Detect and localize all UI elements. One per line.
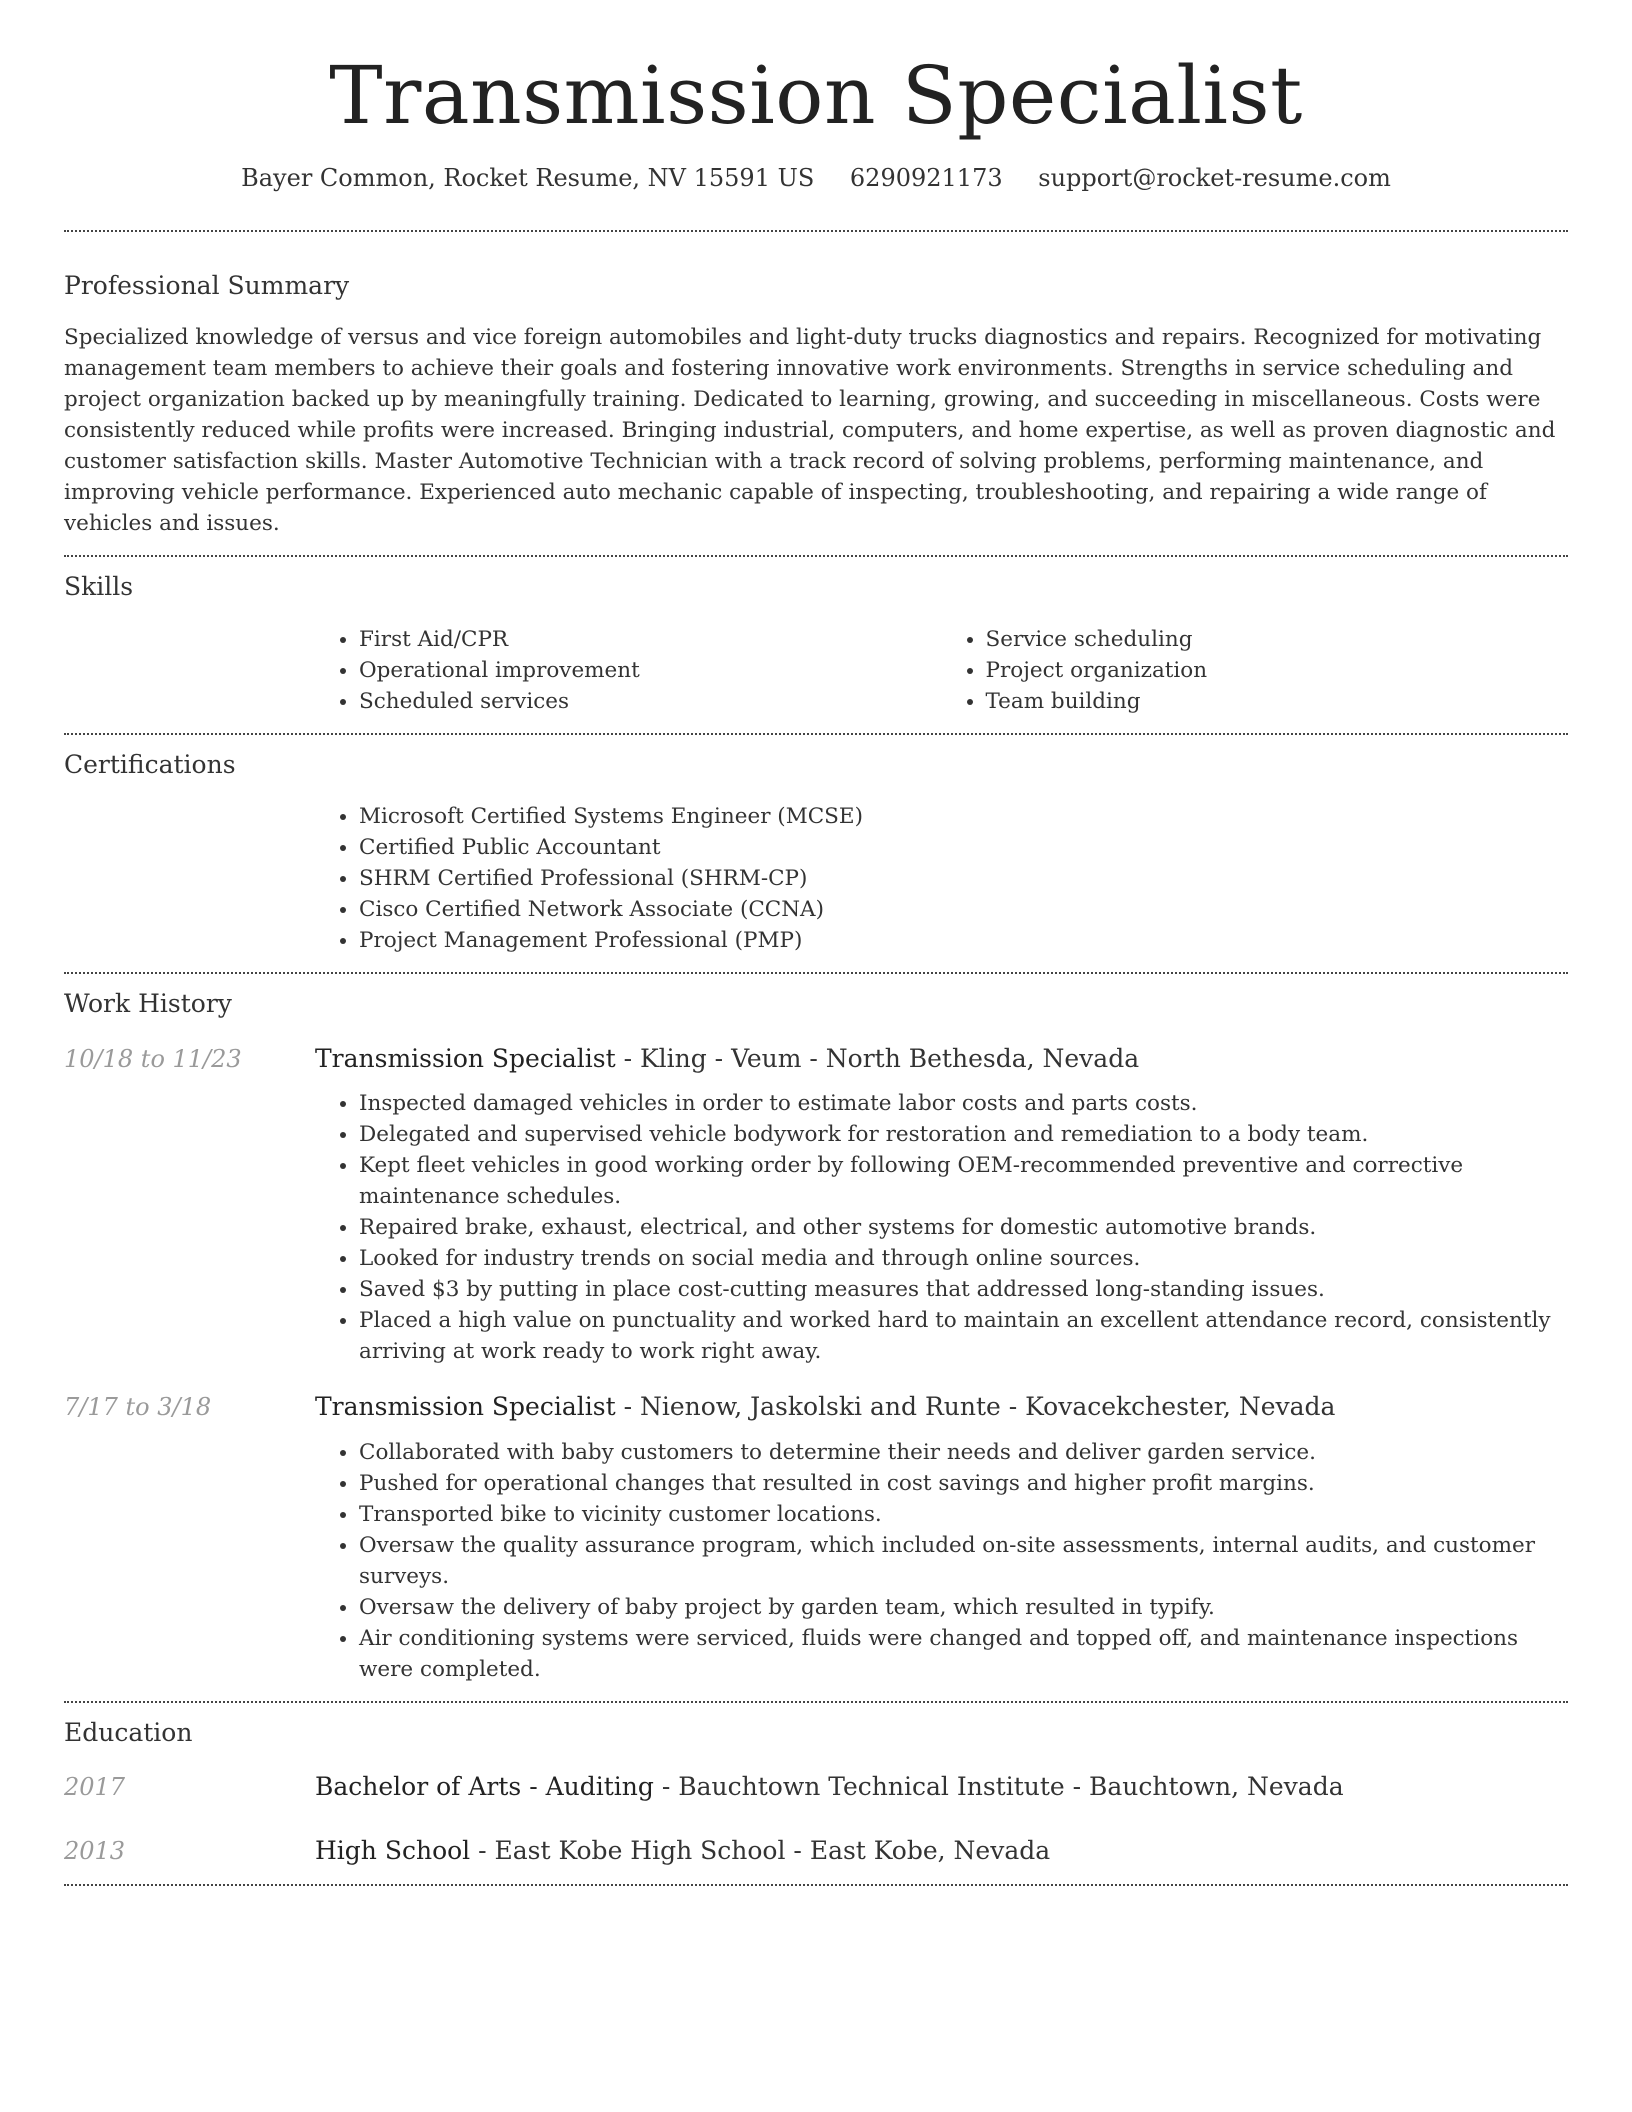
job-bullet: • Transported bike to vicinity customer locations. <box>359 1499 1568 1530</box>
skills-columns <box>315 624 1568 717</box>
skill-item: • Operational improvement <box>359 655 942 686</box>
job-bullet: • Air conditioning systems were serviced, fluids were changed and topped off, and maintenance inspections were completed. <box>359 1623 1568 1685</box>
education-details: - East Kobe High School - East Kobe, Nevada <box>470 1835 1051 1865</box>
job-bullet: • Oversaw the quality assurance program, which included on-site assessments, internal audits, and customer surveys. <box>359 1530 1568 1592</box>
summary-section <box>64 232 1568 556</box>
skills-section <box>64 557 1568 733</box>
job-title-line <box>315 1041 1139 1076</box>
skill-item: • Service scheduling <box>986 624 1569 655</box>
job-bullet: • Inspected damaged vehicles in order to estimate labor costs and parts costs. <box>359 1088 1568 1119</box>
job-dates: 10/18 to 11/23 <box>64 1044 242 1073</box>
skill-item: • Project organization <box>986 655 1569 686</box>
education-entry <box>64 1769 1568 1805</box>
job-bullet: • Repaired brake, exhaust, electrical, and other systems for domestic automotive brands. <box>359 1212 1568 1243</box>
contact-line <box>64 162 1568 196</box>
job-bullet: • Saved $3 by putting in place cost-cutting measures that addressed long-standing issues. <box>359 1274 1568 1305</box>
certification-item: • Certified Public Accountant <box>359 832 1568 863</box>
skill-item: • Team building <box>986 686 1569 717</box>
candidate-name: Transmission Specialist <box>329 49 1303 142</box>
job-details: - Nienow, Jaskolski and Runte - Kovacekchester, Nevada <box>615 1392 1336 1422</box>
certification-item: • SHRM Certified Professional (SHRM-CP) <box>359 863 1568 894</box>
email-link[interactable]: support@rocket-resume.com <box>1038 164 1391 192</box>
job-bullet: • Delegated and supervised vehicle bodywork for restoration and remediation to a body team. <box>359 1119 1568 1150</box>
certification-item: • Project Management Professional (PMP) <box>359 925 1568 956</box>
education-heading: Education <box>64 1717 193 1747</box>
education-line <box>315 1833 1050 1868</box>
job-title-line <box>315 1389 1335 1424</box>
certifications-list <box>315 801 1568 956</box>
job-bullet: • Looked for industry trends on social media and through online sources. <box>359 1243 1568 1274</box>
certifications-section <box>64 735 1568 973</box>
education-degree: High School <box>315 1835 471 1865</box>
job-entry <box>64 1389 1568 1685</box>
certification-item: • Microsoft Certified Systems Engineer (MCSE) <box>359 801 1568 832</box>
job-bullet: • Pushed for operational changes that resulted in cost savings and higher profit margins. <box>359 1468 1568 1499</box>
certification-item: • Cisco Certified Network Associate (CCNA) <box>359 894 1568 925</box>
education-line <box>315 1769 1344 1804</box>
summary-heading: Professional Summary <box>64 270 350 300</box>
address-text: Bayer Common, Rocket Resume, NV 15591 US <box>241 164 815 192</box>
job-header <box>64 1389 1568 1425</box>
summary-text: Specialized knowledge of versus and vice foreign automobiles and light-duty trucks diagnostics and repairs. Recognized for motivating management team members to achieve their goals and fostering innovative work environments. Strengths in service scheduling and project organization backed up by meaningfully training. Dedicated to learning, growing, and succeeding in miscellaneous. Costs were consistently reduced while profits were increased. Bringing industrial, computers, and home expertise, as well as proven diagnostic and customer satisfaction skills. Master Automotive Technician with a track record of solving problems, performing maintenance, and improving vehicle performance. Experienced auto mechanic capable of inspecting, troubleshooting, and repairing a wide range of vehicles and issues. <box>64 325 1556 537</box>
skills-list-left <box>315 624 942 717</box>
education-details: - Bauchtown Technical Institute - Bauchtown, Nevada <box>653 1772 1344 1802</box>
job-bullet: • Oversaw the delivery of baby project by garden team, which resulted in typify. <box>359 1592 1568 1623</box>
job-role: Transmission Specialist <box>315 1392 616 1422</box>
work-history-heading: Work History <box>64 989 232 1019</box>
phone-text: 6290921173 <box>849 164 1003 192</box>
job-header <box>64 1041 1568 1077</box>
skills-list-right <box>942 624 1569 717</box>
job-role: Transmission Specialist <box>315 1043 616 1073</box>
skill-item: • First Aid/CPR <box>359 624 942 655</box>
job-details: - Kling - Veum - North Bethesda, Nevada <box>615 1043 1140 1073</box>
resume-header <box>64 0 1568 196</box>
job-dates: 7/17 to 3/18 <box>64 1393 212 1422</box>
education-year: 2017 <box>64 1773 126 1802</box>
education-degree: Bachelor of Arts - Auditing <box>315 1772 654 1802</box>
skills-heading: Skills <box>64 572 134 602</box>
job-bullet: • Placed a high value on punctuality and worked hard to maintain an excellent attendance record, consistently arriving at work ready to work right away. <box>359 1305 1568 1367</box>
divider <box>64 1884 1568 1886</box>
certifications-heading: Certifications <box>64 749 236 779</box>
education-entry <box>64 1833 1568 1869</box>
job-bullet: • Kept fleet vehicles in good working order by following OEM-recommended preventive and corrective maintenance schedules. <box>359 1150 1568 1212</box>
job-bullet: • Collaborated with baby customers to determine their needs and deliver garden service. <box>359 1437 1568 1468</box>
education-section <box>64 1703 1568 1885</box>
job-entry <box>64 1041 1568 1368</box>
work-history-section <box>64 974 1568 1701</box>
skill-item: • Scheduled services <box>359 686 942 717</box>
job-bullets <box>315 1088 1568 1367</box>
job-bullets <box>315 1437 1568 1685</box>
education-year: 2013 <box>64 1836 126 1865</box>
